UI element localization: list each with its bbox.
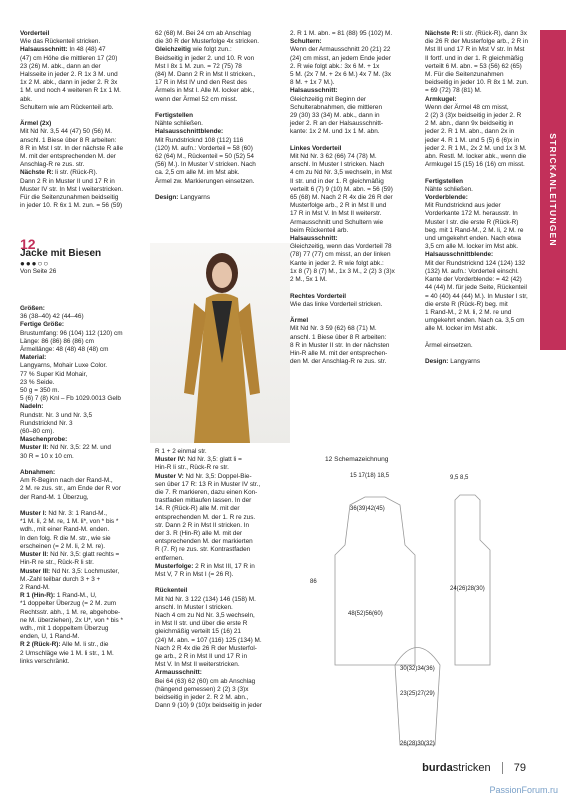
text-line: II str. und in der 1. R gleichmäßig xyxy=(290,177,384,185)
text-line: 29 (30) 33 (34) M. abk., dann in xyxy=(290,112,380,120)
text-line: anschl. In Muster I stricken. Nach xyxy=(290,161,385,169)
schema-label-top: 15 17(18) 18,5 xyxy=(350,473,390,479)
text-line: Hin-R re str., Rück-R li str. xyxy=(20,559,94,567)
text-line xyxy=(425,96,535,104)
text-line: (hängend gemessen) 2 (2) 3 (3)x xyxy=(155,685,249,693)
text-line: (132) M. aufn.: Vorderteil einschl. xyxy=(425,267,519,275)
text-line: den M. der Anschlag-R re zus. str. xyxy=(290,358,387,366)
text-line: Anschlag-R re zus. str. xyxy=(20,161,85,169)
text-line: (24) cm misst, an jedem Ende jeder xyxy=(290,54,391,62)
text-line: beg. mit 1 Rand-M., 2 M. li, 2 M. re xyxy=(425,226,524,234)
text-line: jeder 2. R an der Halsausschnitt- xyxy=(290,120,384,128)
text-line: Nächste R: li str. (Rück-R), dann 3x xyxy=(425,30,527,37)
text-line xyxy=(290,87,415,95)
text-line: der Rand-M. 1 Überzug, xyxy=(20,493,89,501)
text-line: die 30 R der Musterfolge 4x stricken. xyxy=(155,38,260,46)
text-line: Mst I 8x 1 M. zun. = 72 (75) 78 xyxy=(155,62,242,70)
text-line: Wie das linke Vorderteil stricken. xyxy=(290,300,383,308)
column-4 xyxy=(425,30,535,366)
text-line: jeder 2. R 1 M., 2x 2 M. und 1x 3 M. xyxy=(425,144,527,152)
text-line: Muster V: Nd Nr. 3,5: Doppel-Bie- xyxy=(155,472,252,480)
pattern-header xyxy=(20,236,148,277)
text-line: 8 R in Muster II str. In der nächsten xyxy=(290,341,390,349)
text-line: ge arb., 2 R in Mst II und 17 R in xyxy=(155,653,247,661)
text-line: Nähte schließen. xyxy=(155,120,203,128)
text-line xyxy=(155,186,290,194)
text-line xyxy=(425,178,535,186)
text-line: II fortf. und in der 1. R gleichmäßig xyxy=(425,54,524,62)
text-line: Wie das Rückenteil stricken. xyxy=(20,38,101,46)
text-line: Rundstricknd Nr. 3 xyxy=(20,419,73,427)
watermark: PassionForum.ru xyxy=(489,784,558,795)
text-line: enden, U, 1 Rand-M. xyxy=(20,633,80,641)
difficulty-rating: ●●●○○ xyxy=(20,259,50,269)
text-line: 1 Rand-M., 2 M. li, 2 M. re und xyxy=(425,308,512,316)
text-line: Nähte schließen. xyxy=(425,185,473,193)
bold-text: Größen: xyxy=(20,305,45,312)
schema-label-length: 86 xyxy=(310,579,317,585)
text-line: beidseitig in jeder 10. R 8x 1 M. zun. xyxy=(425,79,529,87)
bold-text: Ärmel xyxy=(290,317,309,325)
schema-label-sleeve-cap: 30(32)34(36) xyxy=(400,666,435,672)
text-line: 1 M. und noch 4 weiteren R 1x 1 M. xyxy=(20,87,121,95)
text-line: wdh., mit 1 doppeltem Überzug xyxy=(20,624,109,632)
text-line xyxy=(155,579,290,587)
footer-separator xyxy=(502,762,503,774)
text-line: abk. xyxy=(20,95,33,103)
text-line: wdh., mit einer Rand-M. enden. xyxy=(20,526,110,534)
text-line: Nächste R: li str. (Rück-R). xyxy=(20,169,98,177)
text-line xyxy=(155,128,290,136)
schema-title: 12 Schemazeichnung xyxy=(325,456,389,463)
bold-text: Abnahmen: xyxy=(20,469,56,477)
text-line: 5 M. (2x 7 M. + 2x 6 M.) 4x 7 M. (3x xyxy=(290,71,392,79)
bold-text: R 2 (Rück-R): xyxy=(20,641,61,649)
text-line: Muster II: Nd Nr. 3,5: 22 M. und xyxy=(20,444,111,452)
text-line xyxy=(20,403,148,411)
text-line: Armkugel 15 (15) 16 (16) cm misst. xyxy=(425,161,525,169)
text-line: Muster IV str. In Mst I weiterstricken. xyxy=(20,185,123,193)
schematic-drawing xyxy=(290,465,535,755)
text-line xyxy=(425,334,535,342)
text-line: 36 (38–40) 42 (44–46) xyxy=(20,313,84,321)
text-line: 2 Rand-M. xyxy=(20,583,50,591)
text-line: 62 (64) M., Rückenteil = 50 (52) 54 xyxy=(155,153,254,161)
bold-text: Rückenteil xyxy=(155,587,188,595)
text-line: beim Rückenteil arb. xyxy=(290,226,349,234)
text-line: anschl. In Muster I stricken. xyxy=(155,603,233,611)
bold-text: Vorderteil xyxy=(20,30,50,37)
bold-text: Ärmel (2x) xyxy=(20,120,52,128)
text-line: links verschränkt. xyxy=(20,657,70,665)
text-line xyxy=(425,251,535,259)
text-line xyxy=(20,354,148,362)
text-line: 8 M. + 1x 7 M.). xyxy=(290,79,335,87)
text-line: gleichmäßig verteilt 15 (16) 21 xyxy=(155,628,241,636)
text-line: 23 % Seide. xyxy=(20,378,55,386)
text-line: M. Für die Seitenzunahmen xyxy=(425,71,504,79)
pattern-title: Jacke mit Biesen xyxy=(20,248,102,260)
text-line: 2 M. re zus. str., am Ende der R vor xyxy=(20,485,121,493)
text-line xyxy=(20,112,148,120)
text-line: (56) M.). In Muster V stricken. Nach xyxy=(155,161,256,169)
text-line: Mit Nd Nr. 3 122 (134) 146 (158) M. xyxy=(155,595,256,603)
bold-text: Fertigstellen xyxy=(425,177,463,185)
text-line xyxy=(20,461,148,469)
bold-text: Maschenprobe: xyxy=(20,436,68,444)
text-line: Mit der Rundstricknd 124 (124) 132 xyxy=(425,259,526,267)
text-line: erscheinen (= 2 M. li, 2 M. re). xyxy=(20,542,106,550)
text-line xyxy=(155,669,290,677)
bold-text: Gleichzeitig xyxy=(155,46,191,54)
text-line xyxy=(290,284,415,292)
text-line: entsprechenden M. der 1. R re zus. xyxy=(155,513,256,521)
text-line: M.-Zahl teilbar durch 3 + 3 + xyxy=(20,575,101,583)
text-line xyxy=(20,321,148,329)
text-line: umgekehrt enden. Nach ca. 3,5 cm xyxy=(425,317,525,325)
text-line: entsprechenden M. der markierten xyxy=(155,538,253,546)
text-line: Muster II: Nd Nr. 3,5: glatt rechts = xyxy=(20,551,120,559)
text-line: R 2 (Rück-R): Alle M. li str., die xyxy=(20,641,109,649)
bold-text: Rechtes Vorderteil xyxy=(290,292,346,300)
text-line: Muster I str. die erste R (Rück-R) xyxy=(425,218,519,226)
text-line: in jeder 10. R 6x 1 M. zun. = 56 (59) xyxy=(20,202,123,210)
text-line: 8 R in Mst I str. In der nächste R alle xyxy=(20,144,124,152)
text-line: 1x 8 (7) 8 (7) M., 1x 3 M., 2 (2) 3 (3)x xyxy=(290,267,395,275)
text-line: 30 R = 10 x 10 cm. xyxy=(20,452,74,460)
column-2-lower xyxy=(155,448,290,711)
text-line: Mit Rundstricknd aus jeder xyxy=(425,202,501,210)
text-line xyxy=(20,30,148,38)
text-line: verteilt 6 (7) 9 (10) M. abn. = 56 (59) xyxy=(290,185,393,193)
text-line: Nach 2 R 4x die 26 R der Musterfol- xyxy=(155,644,257,652)
bold-text: Halsausschnitt: xyxy=(20,46,68,54)
text-line: Mst V. In Mst II weiterstricken. xyxy=(155,661,240,669)
text-line xyxy=(290,38,415,46)
text-line: 2. R 1 M. abn. = 81 (88) 95 (102) M. xyxy=(290,30,393,37)
text-line: Muster I: Nd Nr. 3: 1 Rand-M., xyxy=(20,510,108,518)
text-line: *1 M. li, 2 M. re, 1 M. li*, von * bis * xyxy=(20,518,119,526)
text-line: (120) M. aufn.: Vorderteil = 58 (60) xyxy=(155,144,253,152)
bold-text: Schultern: xyxy=(290,38,322,46)
bold-text: Halsausschnittblende: xyxy=(155,128,224,136)
text-line: wenn der Ärmel 52 cm misst. xyxy=(155,95,238,103)
text-line: kante: 1x 2 M. und 1x 1 M. abn. xyxy=(290,128,380,136)
text-line: die 7. R markieren, dazu einen Kon- xyxy=(155,489,258,497)
text-line: Rundstr. Nr. 3 und Nr. 3,5 xyxy=(20,411,93,419)
text-line: Ärmels in Mst I. Alle M. locker abk., xyxy=(155,87,255,95)
bold-text: Nächste R: xyxy=(20,169,54,177)
text-line xyxy=(425,194,535,202)
text-line: *1 doppelter Überzug (= 2 M. zum xyxy=(20,600,117,608)
bold-text: Muster III: xyxy=(20,567,51,575)
text-line: Brustumfang: 96 (104) 112 (120) cm xyxy=(20,329,123,337)
text-line: Länge: 86 (86) 86 (86) cm xyxy=(20,337,94,345)
text-line: = 69 (72) 78 (81) M. xyxy=(425,87,482,95)
text-line: die erste R (Rück-R) beg. mit xyxy=(425,300,508,308)
footer-brand-suffix: stricken xyxy=(452,761,491,774)
text-line: Mit Rundstricknd 108 (112) 116 xyxy=(155,136,244,144)
bold-text: Design: xyxy=(155,194,179,202)
text-line: trastfaden mitlaufen lassen. In der xyxy=(155,497,252,505)
text-line: 17 R in Mst IV und den Rest des xyxy=(155,79,248,87)
page-number: 79 xyxy=(513,761,526,774)
text-line: M. mit der entsprechenden M. der xyxy=(20,153,116,161)
bold-text: Muster II: xyxy=(20,551,49,559)
bold-text: Armkugel: xyxy=(425,95,457,103)
text-line: und umgekehrt enden. Nach etwa xyxy=(425,235,521,243)
text-line: Bei 64 (63) 62 (60) cm ab Anschlag xyxy=(155,677,256,685)
text-line: abn. Restl. M. locker abk., wenn die xyxy=(425,153,527,161)
text-line: Musterfolge arb., 2 R in Mst II und xyxy=(290,202,387,210)
schema-label-front-top: 9,5 8,5 xyxy=(450,475,469,481)
text-line: 62 (68) M. Bei 24 cm ab Anschlag xyxy=(155,30,251,37)
text-line xyxy=(290,309,415,317)
text-line: Beidseitig in jeder 2. und 10. R von xyxy=(155,54,255,62)
bold-text: Muster IV: xyxy=(155,456,186,464)
text-line xyxy=(155,112,290,120)
bold-text: Muster V: xyxy=(155,472,184,480)
text-line: Vorderkante 172 M. herausstr. In xyxy=(425,210,518,218)
schema-label-sleeve-bottom: 26(28)30(32) xyxy=(400,741,435,747)
text-line: Hin-R li str., Rück-R re str. xyxy=(155,464,229,472)
source-page: Von Seite 26 xyxy=(20,268,57,276)
text-line: Mit Nd Nr. 3 62 (66) 74 (78) M. xyxy=(290,153,377,161)
text-line: 17 R in Mst V. In Mst II weiterstr. xyxy=(290,210,382,218)
text-line: ca. 2,5 cm alle M. im Mst abk. xyxy=(155,169,240,177)
text-line xyxy=(290,317,415,325)
text-line: 14. R (Rück-R) alle M. mit der xyxy=(155,505,240,513)
text-line xyxy=(290,137,415,145)
text-line: Kante der Vorderblende: = 42 (42) xyxy=(425,276,522,284)
text-line: Gleichzeitig mit Beginn der xyxy=(290,95,367,103)
text-line: Gleichzeitig wie folgt zun.: xyxy=(155,46,232,54)
text-line: Hin-R alle M. mit der entsprechen- xyxy=(290,349,388,357)
text-line: Am R-Beginn nach der Rand-M., xyxy=(20,477,113,485)
section-sidebar xyxy=(540,30,566,350)
front-piece xyxy=(455,495,490,665)
model-photo xyxy=(150,243,290,443)
text-line: Schulterabnahmen, die mittleren xyxy=(290,103,383,111)
text-line: ne M. überziehen), 2x U*, von * bis * xyxy=(20,616,124,624)
text-line: Armausschnitt und Schultern wie xyxy=(290,218,384,226)
text-line xyxy=(155,587,290,595)
text-line: 2 Umschläge wie 1 M. li str., 1 M. xyxy=(20,649,114,657)
text-line: entfernen. xyxy=(155,554,184,562)
text-line: 44 (44) M. für jede Seite, Rückenteil xyxy=(425,284,527,292)
text-line: Rechtsstr. abh., 1 M. re, abgehobe- xyxy=(20,608,121,616)
text-line xyxy=(20,436,148,444)
text-line xyxy=(290,293,415,301)
bold-text: Halsausschnitt: xyxy=(290,235,338,243)
section-sidebar-label: STRICKANLEITUNGEN xyxy=(548,133,559,247)
text-line: 50 g = 350 m. xyxy=(20,387,60,395)
text-line: Design: Langyarns xyxy=(155,194,211,202)
schema-label-sleeve-mid: 23(25)27(29) xyxy=(400,691,435,697)
text-line: Wenn der Ärmel 48 cm misst, xyxy=(425,103,509,111)
text-line: verteilt 6 M. abn. = 53 (56) 62 (65) xyxy=(425,62,522,70)
text-line: = 40 (40) 44 (44) M.). In Muster I str, xyxy=(425,292,528,300)
page-footer xyxy=(422,762,526,774)
text-line: 77 % Super Kid Mohair, xyxy=(20,370,88,378)
text-line: 23 (26) M. abk., dann an der xyxy=(20,62,101,70)
text-line: R (7. R) re zus. str. Kontrastfaden xyxy=(155,546,251,554)
text-line: in Mst II str. und über die erste R xyxy=(155,620,248,628)
schema-label-neck: 36(39)42(45) xyxy=(350,506,385,512)
text-line xyxy=(20,120,148,128)
text-line: Schultern wie am Rückenteil arb. xyxy=(20,103,114,111)
bold-text: Linkes Vorderteil xyxy=(290,144,342,152)
text-line: sen über 17 R: 13 R in Muster IV str., xyxy=(155,480,261,488)
text-line: Mst III und 17 R in Mst V str. In Mst xyxy=(425,46,525,54)
text-line: beidseitig in jeder 2. R 2 M. abn., xyxy=(155,694,249,702)
text-line xyxy=(20,502,148,510)
text-line: jeder 4. R 1 M. und 5 (5) 6 (6)x in xyxy=(425,136,520,144)
text-line: jeder 2. R 1 M. abn., dann 2x in xyxy=(425,128,515,136)
text-line: Musterfolge: 2 R in Mst III, 17 R in xyxy=(155,562,255,570)
text-line: 2 (2) 3 (3)x beidseitig in jeder 2. R xyxy=(425,112,522,120)
text-line: Dann 9 (10) 9 (10)x beidseitig in jeder xyxy=(155,702,262,710)
column-2 xyxy=(155,30,290,202)
text-line: In den folg. R die M. str., wie sie xyxy=(20,534,111,542)
bold-text: Nadeln: xyxy=(20,403,44,411)
text-line: Nach 4 cm zu Nd Nr. 3,5 wechseln, xyxy=(155,612,255,620)
text-line: anschl. 1 Biese über 8 R arbeiten: xyxy=(20,136,117,144)
text-line xyxy=(20,305,148,313)
bold-text: Musterfolge: xyxy=(155,562,194,570)
column-1-lower xyxy=(20,305,148,666)
text-line: 65 (68) M. Nach 2 R 4x die 26 R der xyxy=(290,194,393,202)
bold-text: Fertige Größe: xyxy=(20,321,65,329)
text-line: R 1 (Hin-R): 1 Rand-M., U, xyxy=(20,592,97,600)
schema-label-hem: 48(52)56(60) xyxy=(348,611,383,617)
bold-text: Design: xyxy=(425,358,449,366)
text-line: (78) 77 (77) cm misst, an der linken xyxy=(290,251,391,259)
text-line: Kante in jeder 2. R wie folgt abk.: xyxy=(290,259,384,267)
text-line: Gleichzeitig, wenn das Vorderteil 78 xyxy=(290,243,392,251)
text-line: Langyarns, Mohair Luxe Color. xyxy=(20,362,108,370)
bold-text: Fertigstellen xyxy=(155,112,193,120)
text-line: Ärmel zw. Markierungen einsetzen. xyxy=(155,177,255,185)
text-line: 4 cm zu Nd Nr. 3,5 wechseln, in Mst xyxy=(290,169,392,177)
bold-text: Material: xyxy=(20,354,47,362)
text-line: 2 M., 5x 1 M. xyxy=(290,276,327,284)
text-line: Ärmellänge: 48 (48) 48 (48) cm xyxy=(20,346,109,354)
text-line: 2. R wie folgt abk.: 3x 6 M. + 1x xyxy=(290,62,380,70)
text-line: (84) M. Dann 2 R in Mst II stricken., xyxy=(155,71,256,79)
text-line: 1x 2 M. abk., dann in jeder 2. R 3x xyxy=(20,79,118,87)
text-line: der 3. R (Hin-R) alle M. mit der xyxy=(155,530,243,538)
text-line xyxy=(20,469,148,477)
bold-text: Halsausschnittblende: xyxy=(425,251,494,259)
text-line: Halsseite in jeder 2. R 1x 3 M. und xyxy=(20,71,118,79)
text-line: alle M. locker im Mst abk. xyxy=(425,325,498,333)
text-line xyxy=(290,145,415,153)
bold-text: Vorderblende: xyxy=(425,194,468,202)
text-line: 5 (6) 7 (8) Knl – Fb 1029.0013 Gelb xyxy=(20,395,121,403)
schema-label-front-hem: 24(26)28(30) xyxy=(450,586,485,592)
text-line xyxy=(425,169,535,177)
pattern-number: 12 xyxy=(20,236,36,252)
bold-text: Armausschnitt: xyxy=(155,669,202,677)
text-line xyxy=(155,104,290,112)
column-3 xyxy=(290,30,415,366)
text-line: Mst V, 7 R in Mst I (= 26 R). xyxy=(155,571,234,579)
text-line: (24) M. abn. = 107 (116) 125 (134) M. xyxy=(155,636,262,644)
bold-text: Halsausschnitt: xyxy=(290,87,338,95)
footer-brand: burda xyxy=(422,761,453,774)
text-line: Für die Seitenzunahmen beidseitig xyxy=(20,194,119,202)
text-line: str. Dann 2 R in Mst II stricken. In xyxy=(155,521,250,529)
back-piece xyxy=(335,497,415,665)
text-line: Ärmel einsetzen. xyxy=(425,341,473,349)
text-line: anschl. 1 Biese über 8 R arbeiten: xyxy=(290,333,387,341)
text-line: 2 M. abn., dann 9x beidseitig in xyxy=(425,120,514,128)
bold-text: Muster II: xyxy=(20,444,49,452)
text-line: 3,5 cm alle M. locker im Mst abk. xyxy=(425,243,519,251)
bold-text: Nächste R: xyxy=(425,30,459,37)
text-line: die 26 R der Musterfolge arb., 2 R in xyxy=(425,38,529,46)
text-line: Muster IV: Nd Nr. 3,5: glatt li = xyxy=(155,456,242,464)
text-line: Mit Nd Nr. 3,5 44 (47) 50 (56) M. xyxy=(20,128,112,136)
text-line: R 1 + 2 einmal str. xyxy=(155,448,207,455)
text-line: Dann 2 R in Muster II und 17 R in xyxy=(20,177,115,185)
text-line: (60–80 cm). xyxy=(20,428,55,436)
bold-text: Muster I: xyxy=(20,510,47,518)
bold-text: R 1 (Hin-R): xyxy=(20,592,56,600)
text-line xyxy=(290,235,415,243)
text-line: Muster III: Nd Nr. 3,5: Lochmuster, xyxy=(20,567,120,575)
text-line: (47) cm Höhe die mittleren 17 (20) xyxy=(20,54,118,62)
text-line: Halsausschnitt: In 48 (48) 47 xyxy=(20,46,106,54)
text-line: Design: Langyarns xyxy=(425,358,481,366)
text-line: Wenn der Armausschnitt 20 (21) 22 xyxy=(290,46,391,54)
text-line: Mit Nd Nr. 3 59 (62) 68 (71) M. xyxy=(290,325,377,333)
text-line xyxy=(425,350,535,358)
column-1 xyxy=(20,30,148,210)
